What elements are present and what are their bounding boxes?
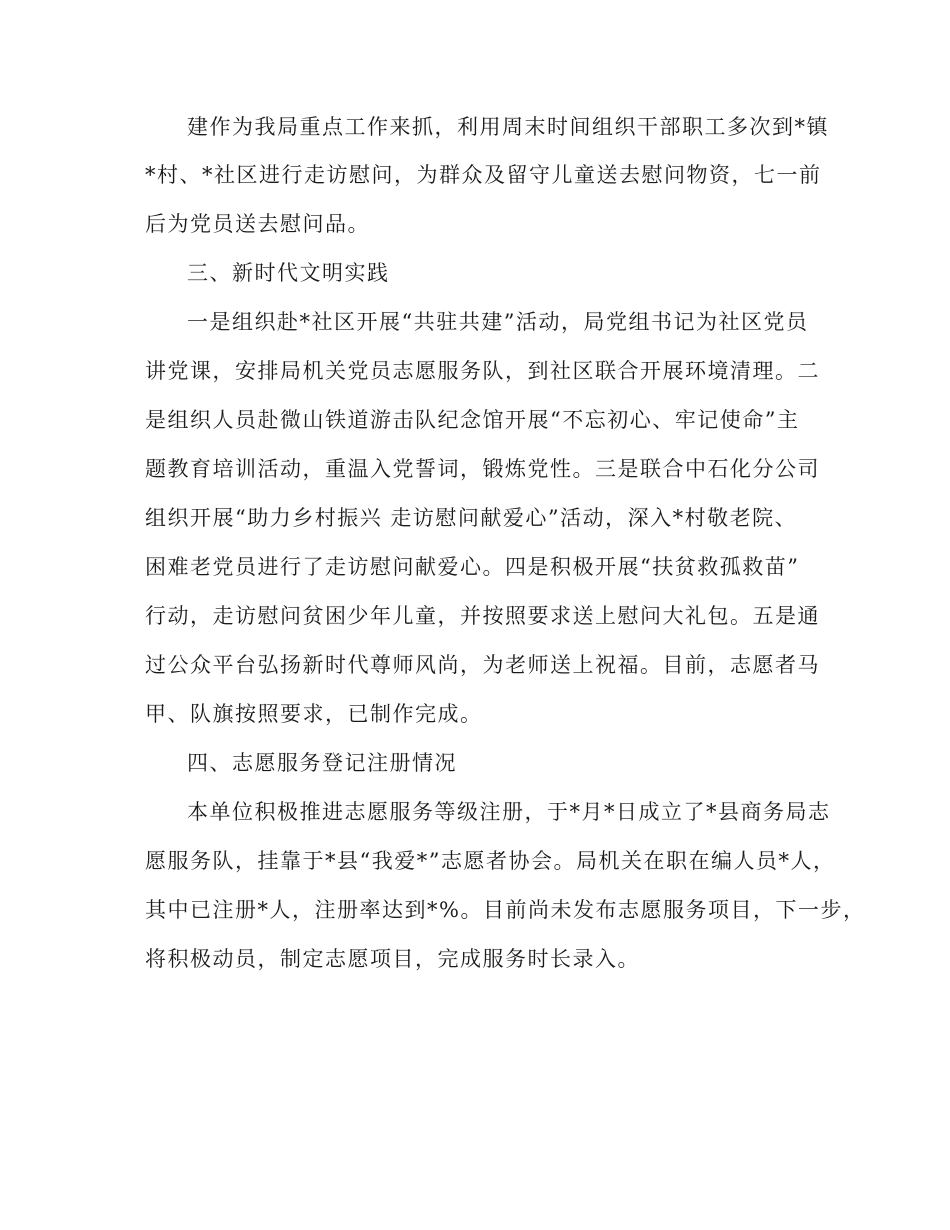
paragraph-line: 题教育培训活动，重温入党誓词，锻炼党性。三是联合中石化分公司 [145,457,820,481]
paragraph-line: 其中已注册*人，注册率达到*%。目前尚未发布志愿服务项目，下一步， [145,898,866,922]
paragraph-line: 行动，走访慰问贫困少年儿童，并按照要求送上慰问大礼包。五是通 [145,604,820,628]
paragraph-line: 一是组织赴*社区开展“共驻共建”活动，局党组书记为社区党员 [187,310,809,334]
paragraph-line: 甲、队旗按照要求，已制作完成。 [145,702,483,726]
paragraph-line: 组织开展“助力乡村振兴 走访慰问献爱心”活动，深入*村敬老院、 [145,506,798,530]
paragraph-line: 是组织人员赴微山铁道游击队纪念馆开展“不忘初心、牢记使命”主 [145,408,800,432]
paragraph-continuation-line-3: 后为党员送去慰问品。 [145,212,370,236]
paragraph-continuation-line-1: 建作为我局重点工作来抓，利用周末时间组织干部职工多次到*镇 [187,115,829,139]
paragraph-line: 过公众平台弘扬新时代尊师风尚，为老师送上祝福。目前，志愿者马 [145,653,820,677]
paragraph-line: 困难老党员进行了走访慰问献爱心。四是积极开展“扶贫救孤救苗” [145,555,800,579]
section-heading-3: 三、新时代文明实践 [187,261,390,285]
section-heading-4: 四、志愿服务登记注册情况 [187,751,457,775]
paragraph-continuation-line-2: *村、*社区进行走访慰问，为群众及留守儿童送去慰问物资，七一前 [145,163,822,187]
paragraph-line: 讲党课，安排局机关党员志愿服务队，到社区联合开展环境清理。二 [145,359,820,383]
paragraph-line: 将积极动员，制定志愿项目，完成服务时长录入。 [145,947,640,971]
paragraph-line: 本单位积极推进志愿服务等级注册，于*月*日成立了*县商务局志 [187,800,831,824]
paragraph-line: 愿服务队，挂靠于*县“我爱*”志愿者协会。局机关在职在编人员*人， [145,849,836,873]
